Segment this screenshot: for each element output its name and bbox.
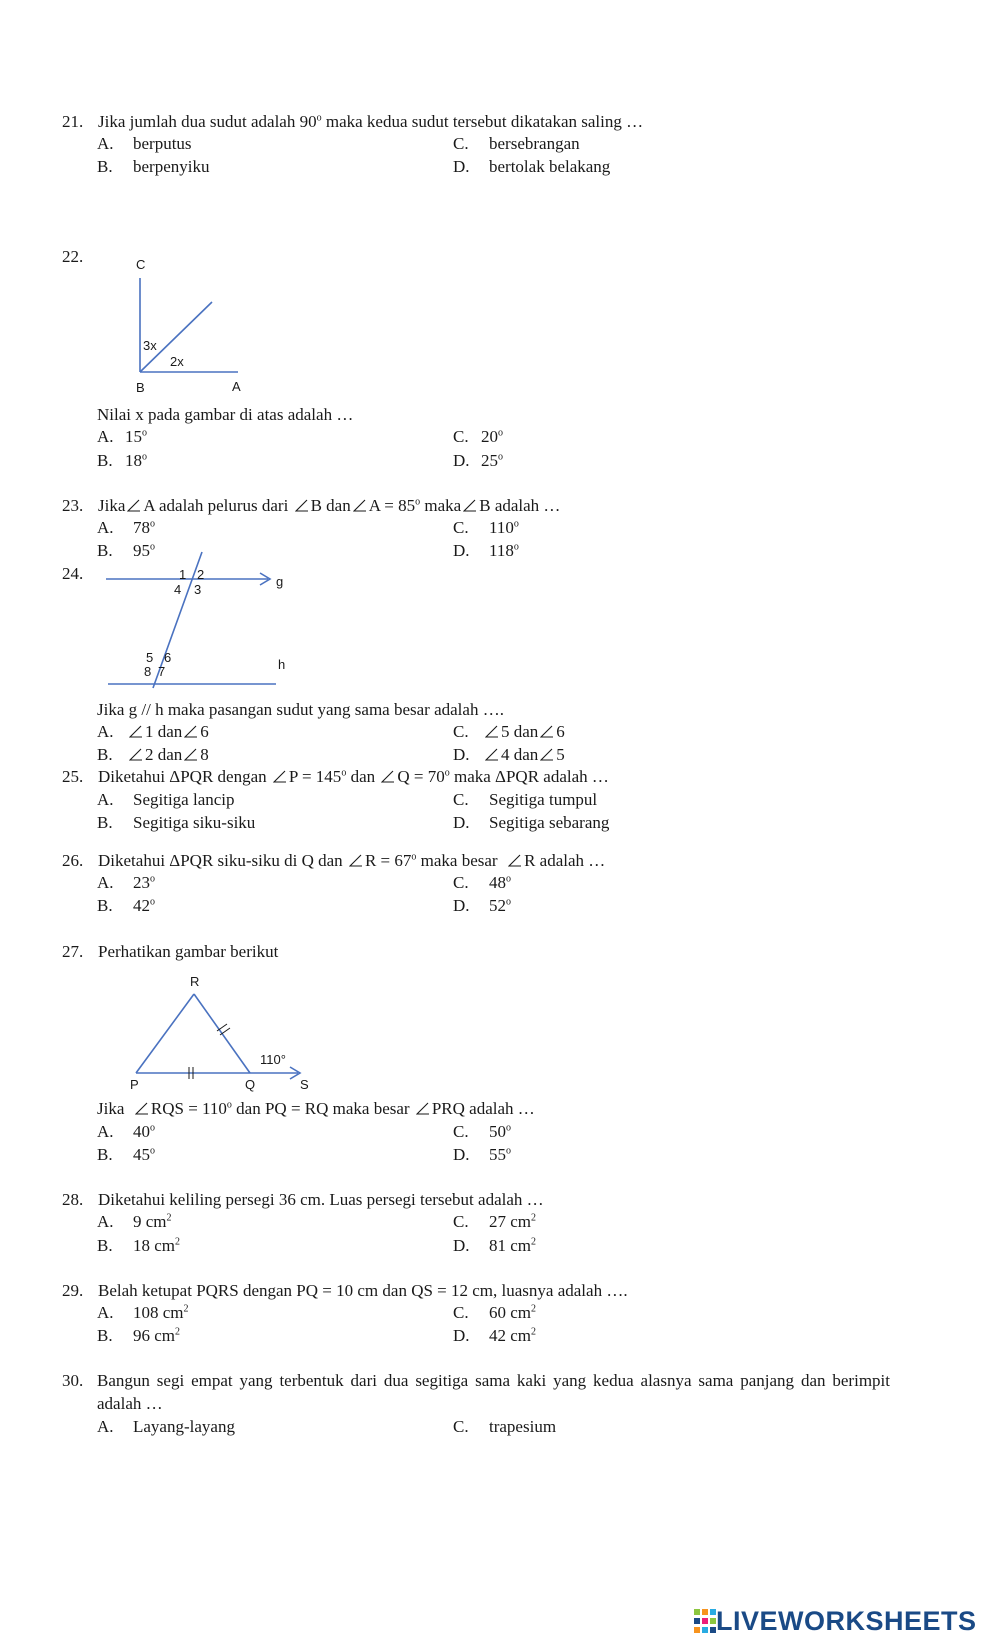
label-5: 5	[146, 650, 154, 665]
option-c[interactable]: C. bersebrangan	[453, 134, 580, 153]
logo-grid-icon	[694, 1609, 716, 1633]
option-c[interactable]: C. 110$^o$	[453, 518, 519, 537]
option-a[interactable]: A. Segitiga lancip	[97, 790, 235, 809]
option-c[interactable]: C. 27 $cm^2$	[453, 1212, 537, 1231]
question-number: 21.	[62, 112, 84, 131]
option-b[interactable]: B. 18 $cm^2$	[97, 1236, 181, 1255]
question-28: 28. Diketahui keliling persegi 36 cm. Luas persegi tersebut adalah …	[62, 1190, 544, 1209]
option-c[interactable]: C. 20$^o$	[453, 427, 503, 446]
angle-icon	[129, 748, 143, 761]
angle-icon	[135, 1102, 149, 1115]
option-a[interactable]: A. 78$^o$	[97, 518, 155, 537]
option-c[interactable]: C. trapesium	[453, 1417, 557, 1436]
option-b[interactable]: B. 96 $cm^2$	[97, 1326, 181, 1345]
question-text-cont: adalah …	[97, 1394, 163, 1413]
option-a[interactable]: A. 108 $cm^2$	[97, 1303, 189, 1322]
question-text: Jika RQS = $110^o$ dan PQ = RQ maka besar PRQ adalah …	[97, 1099, 535, 1118]
question-text: Jika jumlah dua sudut adalah 90	[98, 112, 317, 131]
question-number: 22.	[62, 247, 84, 266]
option-c[interactable]: C. 50$^o$	[453, 1122, 511, 1141]
question-text: Belah ketupat PQRS dengan PQ = 10 cm dan QS = 12 cm, luasnya adalah ….	[98, 1281, 628, 1300]
triangle-figure-27	[120, 968, 320, 1098]
option-d[interactable]: D. 42 $cm^2$	[453, 1326, 537, 1345]
liveworksheets-logo	[694, 1606, 977, 1636]
option-a[interactable]: A. berputus	[97, 134, 192, 153]
angle-icon	[349, 854, 363, 867]
option-d[interactable]: D. 52$^o$	[453, 896, 511, 915]
option-c[interactable]: C. 60 $cm^2$	[453, 1303, 537, 1322]
option-d[interactable]: D. 55$^o$	[453, 1145, 511, 1164]
angle-icon	[184, 725, 198, 738]
option-a[interactable]: A. Layang-layang	[97, 1417, 235, 1436]
parallel-lines-figure-24	[100, 548, 300, 693]
label-s: S	[300, 1077, 309, 1092]
question-text: Perhatikan gambar berikut	[98, 942, 279, 961]
label-p: P	[130, 1077, 139, 1092]
angle-icon	[508, 854, 522, 867]
option-d[interactable]: D. Segitiga sebarang	[453, 813, 610, 832]
angle-icon	[463, 499, 477, 512]
angle-icon	[381, 770, 395, 783]
option-d[interactable]: D. 118$^o$	[453, 541, 519, 560]
option-a[interactable]: A. 1 dan 6	[97, 722, 209, 741]
angle-icon	[184, 748, 198, 761]
label-4: 4	[174, 582, 182, 597]
option-d[interactable]: D. 81 $cm^2$	[453, 1236, 537, 1255]
option-d[interactable]: D. bertolak belakang	[453, 157, 611, 176]
label-b: B	[136, 380, 145, 395]
option-b[interactable]: B. Segitiga siku-siku	[97, 813, 256, 832]
angle-icon	[273, 770, 287, 783]
option-d[interactable]: D. 25$^o$	[453, 451, 503, 470]
question-21: 21. Jika jumlah dua sudut adalah 90$^o$ maka kedua sudut tersebut dikatakan saling …	[62, 112, 644, 131]
angle-icon	[353, 499, 367, 512]
label-g: g	[276, 574, 284, 589]
option-a[interactable]: A. 9 $cm^2$	[97, 1212, 172, 1231]
angle-icon	[127, 499, 141, 512]
angle-figure-22	[120, 252, 260, 402]
angle-icon	[485, 725, 499, 738]
question-text: Bangun segi empat yang terbentuk dari dua segitiga sama kaki yang kedua alasnya sama panjang dan berimpit	[97, 1371, 890, 1390]
option-a[interactable]: A. 40$^o$	[97, 1122, 155, 1141]
label-3: 3	[194, 582, 202, 597]
option-c[interactable]: C. 48$^o$	[453, 873, 511, 892]
question-text: Diketahui keliling persegi 36 cm. Luas persegi tersebut adalah …	[98, 1190, 544, 1209]
option-b[interactable]: B. 2 dan 8	[97, 745, 209, 764]
question-25: 25. Diketahui ΔPQR dengan $P = 145^o$ dan $Q = 70^o$ maka ΔPQR adalah …	[62, 767, 609, 786]
question-number: 24.	[62, 564, 84, 583]
option-c[interactable]: C. Segitiga tumpul	[453, 790, 598, 809]
side-pr	[136, 994, 194, 1073]
label-2: 2	[197, 567, 205, 582]
question-29: 29. Belah ketupat PQRS dengan PQ = 10 cm dan QS = 12 cm, luasnya adalah ….	[62, 1281, 628, 1300]
option-a[interactable]: A. 15$^o$	[97, 427, 147, 446]
question-27: 27. Perhatikan gambar berikut	[62, 942, 279, 961]
angle-icon	[540, 725, 554, 738]
label-2x: 2x	[170, 354, 184, 369]
label-6: 6	[164, 650, 172, 665]
question-text: Jika g // h maka pasangan sudut yang sama besar adalah ….	[97, 700, 504, 719]
option-c[interactable]: C. 5 dan 6	[453, 722, 565, 741]
option-d[interactable]: D. 4 dan 5	[453, 745, 565, 764]
angle-icon	[295, 499, 309, 512]
option-a[interactable]: A. 23$^o$	[97, 873, 155, 892]
question-text: Nilai x pada gambar di atas adalah …	[97, 405, 354, 424]
option-b[interactable]: B. berpenyiku	[97, 157, 210, 176]
option-b[interactable]: B. 45$^o$	[97, 1145, 155, 1164]
option-b[interactable]: B. 95$^o$	[97, 541, 155, 560]
label-7: 7	[158, 664, 166, 679]
label-1: 1	[179, 567, 187, 582]
label-a: A	[232, 379, 241, 394]
option-b[interactable]: B. 42$^o$	[97, 896, 155, 915]
label-8: 8	[144, 664, 152, 679]
question-23: 23. Jika A adalah pelurus dari B dan $A = 85^o$ maka B adalah …	[62, 496, 561, 515]
angle-icon	[129, 725, 143, 738]
label-q: Q	[245, 1077, 256, 1092]
logo-text: LIVEWORKSHEETS	[716, 1605, 977, 1636]
question-number: 30.	[62, 1371, 84, 1390]
angle-icon	[540, 748, 554, 761]
option-b[interactable]: B. 18$^o$	[97, 451, 147, 470]
angle-icon	[416, 1102, 430, 1115]
label-angle: 110°	[260, 1052, 286, 1067]
question-26: 26. Diketahui ΔPQR siku-siku di Q dan $R = 67^o$ maka besar R adalah …	[62, 851, 606, 870]
label-3x: 3x	[143, 338, 157, 353]
label-r: R	[190, 974, 200, 989]
label-h: h	[278, 657, 286, 672]
angle-icon	[485, 748, 499, 761]
label-c: C	[136, 257, 146, 272]
